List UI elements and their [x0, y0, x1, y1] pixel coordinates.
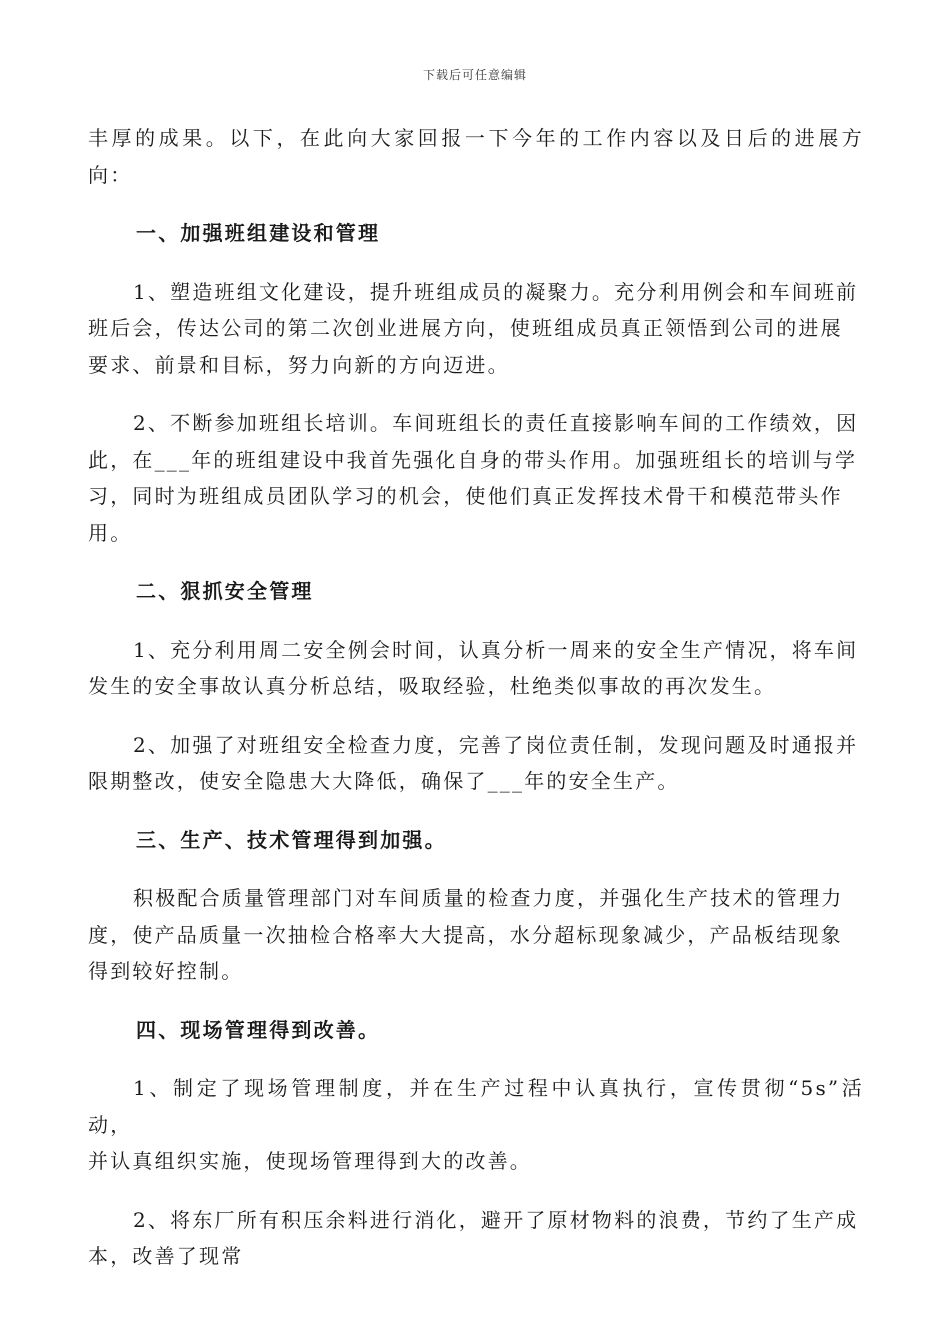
text-line: 此，在___年的班组建设中我首先强化自身的带头作用。加强班组长的培训与学 — [88, 447, 858, 472]
text-line: 1、制定了现场管理制度，并在生产过程中认真执行，宣传贯彻“5s”活动， — [88, 1076, 864, 1137]
section-3-paragraph-1 — [88, 880, 864, 990]
text-line: 本，改善了现常 — [88, 1244, 244, 1268]
section-4-paragraph-1 — [88, 1070, 864, 1180]
section-2-paragraph-2 — [88, 727, 864, 800]
text-line: 得到较好控制。 — [88, 959, 244, 983]
section-2-heading: 二、狠抓安全管理 — [136, 579, 314, 603]
text-line: 习，同时为班组成员团队学习的机会，使他们真正发挥技术骨干和模范带头作 — [88, 484, 843, 508]
section-3-heading: 三、生产、技术管理得到加强。 — [136, 827, 447, 852]
text-line: 限期整改，使安全隐患大大降低，确保了___年的安全生产。 — [88, 769, 680, 793]
section-1-heading: 一、加强班组建设和管理 — [136, 221, 381, 245]
intro-paragraph: 丰厚的成果。以下，在此向大家回报一下今年的工作内容以及日后的进展方向： — [88, 126, 864, 187]
text-line: 积极配合质量管理部门对车间质量的检查力度，并强化生产技术的管理力 — [133, 886, 844, 910]
document-body — [88, 120, 864, 1297]
text-line: 1、充分利用周二安全例会时间，认真分析一周来的安全生产情况，将车间 — [133, 637, 859, 662]
section-1-paragraph-1 — [88, 274, 864, 384]
section-2-paragraph-1 — [88, 632, 864, 705]
text-line: 用。 — [88, 520, 133, 545]
text-line: 发生的安全事故认真分析总结，吸取经验，杜绝类似事故的再次发生。 — [88, 674, 777, 698]
section-4-heading: 四、现场管理得到改善。 — [136, 1017, 381, 1042]
section-4-paragraph-2 — [88, 1202, 864, 1275]
text-line: 并认真组织实施，使现场管理得到大的改善。 — [88, 1149, 532, 1173]
text-line: 2、不断参加班组长培训。车间班组长的责任直接影响车间的工作绩效，因 — [133, 411, 859, 435]
text-line: 1、塑造班组文化建设，提升班组成员的凝聚力。充分利用例会和车间班前 — [133, 279, 859, 304]
section-1-paragraph-2 — [88, 405, 864, 551]
text-line: 度，使产品质量一次抽检合格率大大提高，水分超标现象减少，产品板结现象 — [88, 922, 843, 947]
text-line: 要求、前景和目标，努力向新的方向迈进。 — [88, 352, 510, 377]
text-line: 2、加强了对班组安全检查力度，完善了岗位责任制，发现问题及时通报并 — [133, 732, 859, 757]
text-line: 班后会，传达公司的第二次创业进展方向，使班组成员真正领悟到公司的进展 — [88, 316, 843, 340]
text-line: 2、将东厂所有积压余料进行消化，避开了原材物料的浪费，节约了生产成 — [133, 1207, 859, 1232]
page-header: 下载后可任意编辑 — [422, 68, 527, 82]
